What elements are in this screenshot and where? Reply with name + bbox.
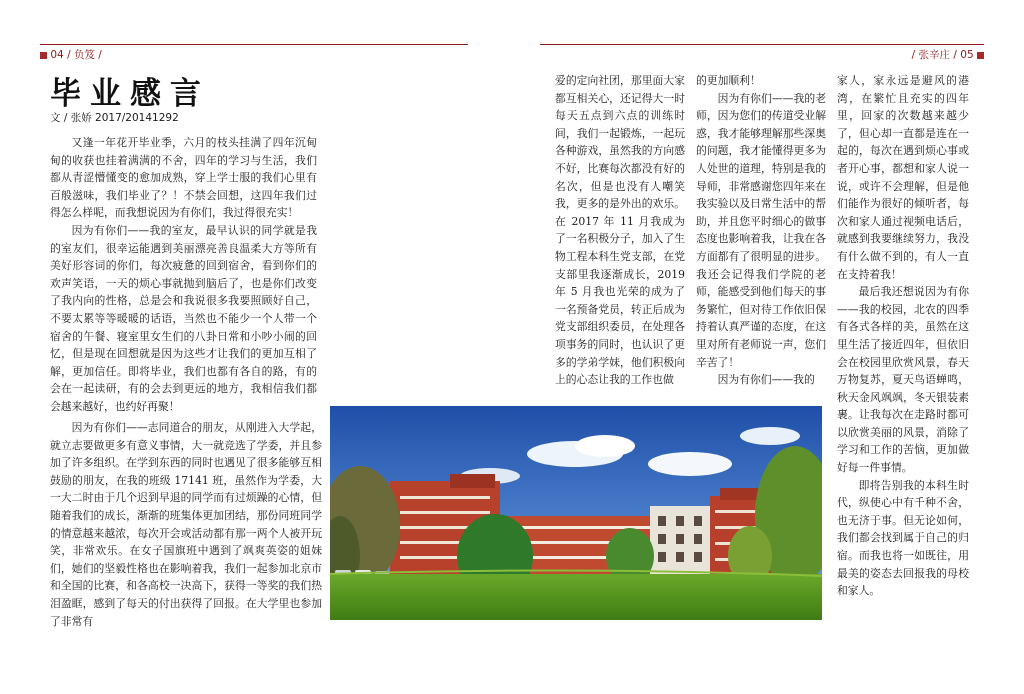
paragraph: 因为有你们——志同道合的朋友，从刚进入大学起，就立志要做更多有意义事情，大一就竞选了学委，并且参加了许多组织。在学到东西的同时也遇见了很多能够互相鼓励的朋友，在我的班级 17141 班，虽然作为学委，大一大二时由于几个迟到早退的同学而有过烦躁的心情，但随着我们的成长，渐渐的班集体更加团结，那份同班同学的情意越来越浓，每次开会或活动都有那一两个人被开玩笑，非常欢乐。在女子国旗班中遇到了飒爽英姿的姐妹们，她们的坚毅性格也在影响着我，我们一起参加北京市和全国的比赛，和各高校一决高下，获得一等奖的我们热泪盈眶，感到了每天的付出获得了回报。在大学里也参加了非常有	[50, 421, 322, 628]
article-title: 毕业感言	[50, 76, 210, 112]
paragraph: 又逢一年花开毕业季，六月的枝头挂满了四年沉甸甸的收获也挂着满满的不舍，四年的学习与生活，我们都从青涩懵懂变的愈加成熟，穿上学士服的我们心里有百般滋味，我们毕业了？！不禁会回想，这四年我们过得怎么样呢，而我想说因为有你们，我过得很充实！	[50, 136, 317, 220]
header-marker-icon	[977, 52, 984, 59]
left-page-number: 04	[50, 49, 64, 61]
paragraph: 家人，家永远是避风的港湾，在繁忙且充实的四年里，回家的次数越来越少了，但心却一直都是连在一起的，每次在遇到烦心事或者开心事，都想和家人说一说，或许不会理解，但是他们能作为很好的倾听者，每次和家人通过视频电话后，就感到我要继续努力，我没有什么做不到的，有人一直在支持着我！	[837, 74, 969, 281]
paragraph: 因为有你们——我的室友，最早认识的同学就是我的室友们，很幸运能遇到美丽漂亮善良温柔大方等所有美好形容词的你们，每次疲惫的回到宿舍，看到你们的欢声笑语，一天的烦心事就抛到脑后了，也是你们改变了我内向的性格，总是会和我说很多我要照顾好自己，不要太累等等暖暖的话语，当然也不能少一个人带一个宿舍的午餐、寝室里女生们的八卦日常和小吵小闹的回忆，但是现在回想就是因为这些才让我们的更加互相了解，更加信任。即将毕业，我们也都有各自的路，有的会在一起读研，有的会去到更远的地方，我相信我们都会越来越好，也约好再聚！	[50, 223, 317, 413]
body-column-2	[555, 72, 685, 389]
campus-photo	[330, 406, 822, 620]
paragraph: 即将告别我的本科生时代，纵使心中有千种不舍，也无济于事。但无论如何，我们都会找到属于自己的归宿。而我也将一如既往，用最美的姿态去回报我的母校和家人。	[837, 478, 969, 598]
body-column-4	[837, 72, 969, 600]
body-column-1-lower	[50, 419, 322, 630]
paragraph: 因为有你们——我的	[717, 373, 815, 387]
header-marker-icon	[40, 52, 47, 59]
body-column-1	[50, 134, 317, 416]
left-page-header	[40, 44, 468, 61]
left-section-label: / 负笈 /	[67, 49, 102, 61]
paragraph: 因为有你们——我的老师，因为您们的传道受业解惑，我才能够理解那些深奥的问题，我才能懂得更多为人处世的道理，特别是我的导师，非常感谢您四年来在我实验以及日常生活中的帮助，并且您平时细心的做事态度也影响着我，让我在各方面都有了很明显的进步。我还会记得我们学院的老师，能感受到他们每天的事务繁忙，但对待工作依旧保持着认真严谨的态度，在这里对所有老师说一声，您们辛苦了！	[696, 91, 826, 369]
right-page-number: 05	[960, 49, 974, 61]
article-author: 文 / 张娇 2017/20141292	[50, 112, 179, 124]
paragraph: 爱的定向社团，那里面大家都互相关心，还记得大一时每天五点到六点的训练时间，我们一起锻炼，一起玩各种游戏，虽然我的方向感不好，比赛每次都没有好的名次，但是也没有人嘲笑我，更多的是外出的欢乐。在 2017 年 11 月我成为了一名积极分子，加入了生物工程本科生党支部，在党支部里我逐渐成长，2019 年 5 月我也光荣的成为了一名预备党员，转正后成为党支部组织委员，在处理各项事务的同时，也认识了更多的学弟学妹，他们积极向上的心态让我的工作也做	[555, 74, 685, 387]
right-section-label: / 张辛庄 /	[911, 49, 957, 61]
body-column-3	[696, 72, 826, 389]
paragraph: 的更加顺利！	[696, 74, 761, 87]
right-page-header	[540, 44, 984, 61]
paragraph: 最后我还想说因为有你——我的校园，北农的四季有各式各样的美，虽然在这里生活了接近四年，但依旧会在校园里欣赏风景，春天万物复苏，夏天鸟语蝉鸣，秋天金风飒飒，冬天银装素裹。让我每次在走路时都可以欣赏美丽的风景，消除了学习和工作的苦恼，更加做好每一件事情。	[837, 285, 969, 475]
